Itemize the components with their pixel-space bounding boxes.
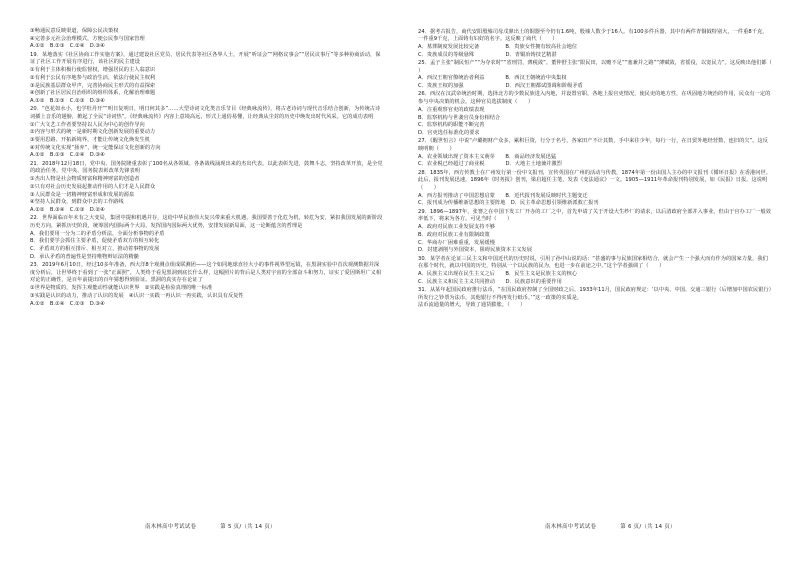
question-line: ④坚持人民群众，到群众中去的工作路线 [30,199,124,206]
question-line: ③畅通民意反映渠道，保障公民决策权 [30,28,119,34]
question-line: C．报刊成为传播维新思想的主要阵地 D．民主革命思想引领维新派救亡报刊 [418,200,599,207]
question-stem: 23．2019年6月10日，经过10多年准备，西大洋8个观测点组成联测团——这个如同地球直径大小的事件视界望远镜，在黑洞实验中首次观测数据并深度分析后，让世界终于看到了一张“正面照”。人类终于看见黑洞到底长什么样，这幅照片的背后是人类对宇宙的全部奋斗和努力，证实了爱因斯坦广义相对论的正确性，是百年前提出的百年猜想得到验证。黑洞的真实存在论证了 [30,262,382,284]
question-stem: 28．1835年，西方传教士在广州发行第一份中文报刊，宣传英国在广州的活动与传教，1874年第一份由国人主办的中文报刊《循环日报》在香港问世。此后，报刊发展迅速，1896年《时务报》创刊，梁启超任主笔，发表《变法通议》一文。1905—1911年革命报刊特别发展，如《民报》日报。这说明（ ） [418,169,771,192]
question-line: B．我们要学会抓住主要矛盾，促使矛盾双方的相互转化 [30,238,160,245]
question-line: ④完善多元社会治理模式，方便公民参与国家管理 [30,35,145,42]
footer-school-name: 南木林高中考试试卷 [145,524,197,530]
question-stem: 27．《醒世恒言》中说“卢璐拥财产众多，累积巨资，行分于名号，各家田产不计其数，手中来往少年，每行一行，在日贸外地经营数，连旧的欠”。这反映明朝（ ） [418,138,769,152]
question-line: C．矛盾双方的相互排斥、相互对立，推动着事物的发展 [30,246,160,253]
question-line: ④对传统文化实现“扬弃”，统一定能保证文化创新的方向 [30,144,161,151]
footer-page-number: 第 5 页/（共 14 页） [220,524,276,530]
question-line: ③是民族基层群众甲声，完善协商民主形式的有益探索 [30,82,156,89]
question-line: A.①② B.①③ C.②③ D.③④ [30,97,105,104]
question-line: A．注重观察官吏的政绩表现 [418,106,485,113]
right-column [418,28,783,528]
question-line: A．政府对民族工业发展支持不够 [418,224,495,231]
question-stem: 20．“芭花如水小，也学牡丹开”“明日复明日，明日何其多”……大型诗词文化类音乐节目《经典咏流传》，将古老诗词与现代音乐结合创新，为传统古诗词插上音乐的翅膀，掀起了全民“诗词热”。《经典咏流传》内容上意境高远，形式上通俗易懂，让经典从尘封的历史中焕发出时代风采。它的成功表明 [30,106,381,120]
question-line: B．监察机构与世袭官员身份相结合 [418,114,501,121]
question-line: C．贵族王权的加强 D．西汉王朝都试图调和阶级矛盾 [418,83,583,90]
question-line: ③实践是认识的动力，推动了认识的发展 ④认识一实践一再认识一再实践，认识具有反复性 [30,292,244,299]
question-line: ②有利于公民有序地参与政治生活，依法行使民主权利 [30,74,156,81]
question-line: A.①② B.①③ C.②④ D.③④ [30,152,105,159]
question-line: A．民族主义出现在民生主义之后 B．民生主义是民族主义的核心 [418,270,578,277]
question-line: C．民族主义和民主主义共同推动 D．民族意识的重要作用 [418,278,562,285]
footer-school-name: 南木林高中考试试卷 [545,524,597,530]
question-line: ①杰出人物是社会物质财富和精神财富的创造者 [30,176,140,183]
question-line: A.①② B.①③ C.②④ D.③④ [30,43,105,50]
question-stem: 30．某学者在论证三民主义和中国近代的历史时说，引用了孙中山说的话：“甚盛的事与民族国家相结合，就会产生一个强大而有作为的国家力量，我们在那个时代，就以中国的历史，特别从一个以民族的民为，也进一步在前途之中。”这个学者强调了（ ） [418,255,768,270]
question-line: C．华商办厂困难重重，发展缓慢 [418,239,495,246]
question-line: A．西汉王朝官僚统治者利益 B．西汉王朝统治中央集权 [418,75,567,82]
question-line: C．贵族成员的等级悬殊 D．青铜冶铸技艺精湛 [418,51,557,58]
question-line: B．政府对民族工业有限制政策 [418,231,490,238]
question-line: ④创新了社区居民自治组织的组织体系，化解治理难题 [30,90,156,97]
question-stem: 21．2018年12月18日，党中央、国务院隆重表彰了100名从各领域、各条战线涌现出来的杰出代表。以此表彰先进，鼓舞斗志，坚持改革开放，是全党的政治任务。党中央、国务院表彰改革先锋表明 [30,160,383,175]
question-stem: 31．从某年起国民政府推行法币，“在国民政府控制了全国财政之后，1933年11月，国民政府规定：‘以中央、中国、交通三银行（后增加中国农民银行）所发行之钞票为法币，其他银行不得再发行纸币。’”这一政策的实质是， [418,286,772,301]
question-line: A．墓葬制度发展比较完备 B．贵族女性拥有较高社会地位 [418,44,578,50]
question-line: ①世界是物质的，发挥主观能动性就能认识世界 ②实践是检验真理的唯一标准 [30,285,213,292]
question-stem: 26．西汉在汉武帝统治时期，选择北方的少数民族进入内地，并设置官职，各地上报官吏情况，使民吏的地方性，在巩固地方统治的作用，民众有一定的参与中央决策的机会。这种官员选拔制度（ ） [418,91,771,106]
left-column [30,28,384,528]
question-stem: 19．某地落实《社区协商工作实施方案》，通过建设社区党员、居民代表等社区各界人士，开展“听证会”“网格议事会”“居民议事厅”等多种协商活动，保证了社区工作开展有序进行，该社区的民主建设 [30,51,381,66]
question-stem: 24．据考古报告，商代安阳殷墟司母戊鼎出土的铜器至今仍有1.6吨，殷墟人数少于16人。有100多件兵器，其中有两件青铜钺特别大，一件重8千克，一件重9千克，上面铸有妇好的名字。这反映了商代（ ） [418,28,768,43]
question-line: A．我们要用一分为二的矛盾分析法，全面分析事物的矛盾 [30,230,165,237]
question-line: ①广大文艺工作者要坚持以人民为中心的创作导向 [30,121,145,128]
question-line: C．农业税已经超过了商业税 D．大地主土地兼并激烈 [418,161,562,168]
footer-left [145,522,276,530]
question-line: ②只有对社会历史发展起推动作用的人们才是人民群众 [30,183,156,190]
question-line: A．农业领域出现了资本主义萌芽 B．商品经济发展迅猛 [418,153,557,160]
question-line: D．承认矛盾的普遍性是坚持唯物辩证法的精髓 [30,253,139,260]
question-stem: 22．世界面临百年未有之大变局，集团中提和机遇并存，这给中华民族伟大复兴带来重大机遇，我国要善于化危为机，转危为安，紧扣我国发展的新阶段历史方向，紧抓历史阶段，统筹国内国际两个大局，发挥国内国际两大优势，安排发展新局面，这一论断蕴含的哲理是 [30,215,383,229]
question-line: 法币流通量的增大，导致了通货膨胀。（ ） [418,302,526,309]
question-line: ③要用思路、开拓新境界，才能让传统文化焕发生机 [30,137,150,144]
question-line: D．封建剥削与外国资本，阻碍民族资本主义发展 [418,247,533,254]
question-line: ③人民群众是一切精神财富形成和发展的源泉 [30,191,135,198]
question-line: A.①② B.①④ C.②③ D.③④ [30,300,105,307]
footer-page-number: 第 6 页/（共 14 页） [620,524,676,530]
question-line: C．监察机构的职能不断完善 [418,122,485,129]
question-line: A．西方报刊推动了中国思想启蒙 B．近代报刊发展反映时代主题变迁 [418,192,588,199]
question-line: A.①② B.③④ C.①③ D.②④ [30,206,105,213]
question-stem: 29．1896—1897年，张謇之在中国下发工厂开办的工厂之中，首先申请了关于开设大生纱厂的请求，以后清政府全部并入事业，但由于官办工厂一般效率低下，将来为各方。可见当时（ ） [418,208,771,223]
question-line: ②内容与形式的统一是新时期文化创新发展的重要动力 [30,129,156,136]
question-line: ①有利于主体积极行使监督权，增强居民的主人翁意识 [30,67,156,74]
question-line: D．官吏选任标准化的要求 [418,129,480,136]
question-stem: 25．孟子主张“制民恒产”“为夺农时”“省刑罚，薄税敛”。董仲舒主张“限民田，以赡不足”“塞兼并之路”“薄赋敛，省徭役，以宽民力”。这反映出他们都（ ） [418,60,783,74]
footer-right [545,522,676,530]
